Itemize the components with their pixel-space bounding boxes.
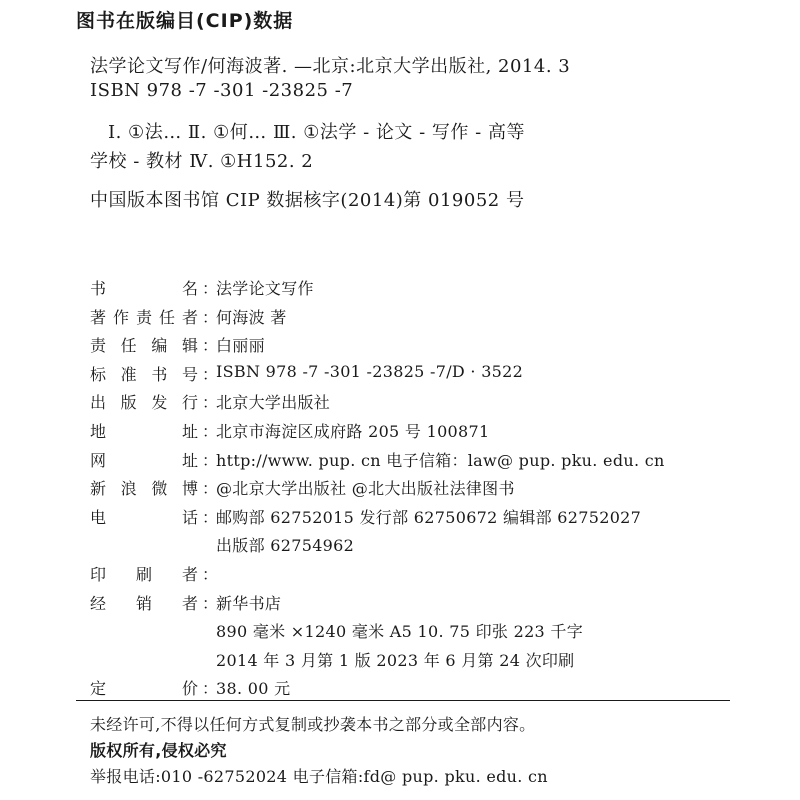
- cip-classification-line-1: Ⅰ. ①法… Ⅱ. ①何… Ⅲ. ①法学 - 论文 - 写作 - 高等: [108, 122, 525, 143]
- info-label-char: 者: [181, 564, 198, 584]
- info-colon: ：: [202, 307, 219, 327]
- info-colon: ：: [202, 564, 219, 584]
- info-label: [90, 362, 198, 385]
- info-label-char: 者: [181, 307, 198, 327]
- info-label-char: 著: [90, 307, 107, 327]
- info-value: 北京市海淀区成府路 205 号 100871: [216, 421, 490, 441]
- info-value: @北京大学出版社 @北大出版社法律图书: [216, 479, 515, 499]
- info-value: http://www. pup. cn 电子信箱：law@ pup. pku. edu. cn: [216, 450, 665, 470]
- info-label: [90, 276, 198, 299]
- info-label: [90, 591, 198, 614]
- info-colon: ：: [202, 679, 219, 699]
- info-label-char: 发: [151, 393, 168, 413]
- info-colon: ：: [202, 279, 219, 298]
- info-label-char: 经: [90, 593, 107, 613]
- info-label: [90, 333, 198, 356]
- info-colon: ：: [202, 393, 219, 413]
- info-label-char: 址: [181, 421, 198, 441]
- info-row: [90, 419, 770, 448]
- info-colon: ：: [202, 479, 219, 499]
- cip-citation: 法学论文写作/何海波著. —北京:北京大学出版社, 2014. 3: [90, 56, 571, 77]
- cip-verification-number: 中国版本图书馆 CIP 数据核字(2014)第 019052 号: [90, 190, 525, 211]
- info-label: [90, 562, 198, 585]
- info-colon: ：: [202, 421, 219, 441]
- info-label: [90, 676, 198, 699]
- info-label-char: 地: [90, 421, 107, 441]
- info-colon: ：: [202, 507, 219, 527]
- info-colon: ：: [202, 364, 219, 384]
- info-label-char: 名: [181, 279, 198, 298]
- info-value: ISBN 978 -7 -301 -23825 -7/D · 3522: [216, 361, 524, 381]
- info-row: [90, 591, 770, 620]
- info-label-char: 址: [181, 450, 198, 470]
- info-label-char: 电: [90, 507, 107, 527]
- info-label-char: 版: [120, 393, 137, 413]
- info-label: [90, 419, 198, 442]
- info-label-char: 定: [90, 679, 107, 699]
- info-value: 法学论文写作: [216, 279, 314, 298]
- info-value: 2014 年 3 月第 1 版 2023 年 6 月第 24 次印刷: [216, 650, 575, 670]
- cip-heading: 图书在版编目(CIP)数据: [76, 10, 294, 32]
- info-row: [90, 648, 770, 677]
- info-label-char: 作: [112, 307, 129, 327]
- info-label-char: 浪: [120, 479, 137, 499]
- info-label-char: 网: [90, 450, 107, 470]
- info-value: 白丽丽: [216, 336, 265, 356]
- info-value: 890 毫米 ×1240 毫米 A5 10. 75 印张 223 千字: [216, 622, 584, 642]
- info-label-char: 行: [181, 393, 198, 413]
- cip-isbn: ISBN 978 -7 -301 -23825 -7: [90, 80, 354, 101]
- info-row: [90, 333, 770, 362]
- footer-divider: [76, 700, 730, 701]
- info-label-char: 博: [181, 479, 198, 499]
- info-label: [90, 390, 198, 413]
- info-label-char: 者: [181, 593, 198, 613]
- info-label-char: 准: [120, 364, 137, 384]
- info-label-char: 任: [120, 336, 137, 356]
- info-label-char: 销: [135, 593, 152, 613]
- info-value: 出版部 62754962: [216, 536, 355, 556]
- info-colon: ：: [202, 450, 219, 470]
- info-label-char: 新: [90, 479, 107, 499]
- info-label-char: 书: [90, 279, 107, 298]
- info-label-char: 微: [151, 479, 168, 499]
- info-value: 新华书店: [216, 593, 282, 613]
- cip-classification-line-2: 学校 - 教材 Ⅳ. ①H152. 2: [90, 151, 314, 172]
- info-value: 北京大学出版社: [216, 393, 331, 413]
- info-colon: ：: [202, 336, 219, 356]
- info-row: [90, 533, 770, 562]
- info-colon: ：: [202, 593, 219, 613]
- info-row: [90, 276, 770, 305]
- info-value: 邮购部 62752015 发行部 62750672 编辑部 62752027: [216, 507, 642, 527]
- info-label-char: 责: [90, 336, 107, 356]
- report-contact: 举报电话:010 -62752024 电子信箱:fd@ pup. pku. edu. cn: [90, 767, 548, 786]
- info-row: [90, 505, 770, 534]
- info-label-char: 话: [181, 507, 198, 527]
- info-label-char: 刷: [135, 564, 152, 584]
- info-label-char: 号: [181, 364, 198, 384]
- info-value: 何海波 著: [216, 307, 287, 327]
- copy-notice: 未经许可,不得以任何方式复制或抄袭本书之部分或全部内容。: [90, 715, 536, 734]
- info-value: 38. 00 元: [216, 679, 291, 699]
- info-label-char: 书: [151, 364, 168, 384]
- info-label-char: 出: [90, 393, 107, 413]
- info-row: [90, 448, 770, 477]
- info-label-char: 标: [90, 364, 107, 384]
- info-label-char: 印: [90, 564, 107, 584]
- info-label: [90, 305, 198, 328]
- rights-statement: 版权所有,侵权必究: [90, 741, 227, 760]
- info-label-char: 任: [158, 307, 175, 327]
- info-label-char: 编: [151, 336, 168, 356]
- info-row: [90, 362, 770, 391]
- info-label-char: 辑: [181, 336, 198, 356]
- info-label-char: 责: [135, 307, 152, 327]
- info-row: [90, 562, 770, 591]
- info-row: [90, 476, 770, 505]
- info-row: [90, 390, 770, 419]
- info-label-char: 价: [181, 679, 198, 699]
- info-row: [90, 305, 770, 334]
- publication-info-table: [90, 276, 770, 705]
- info-label: [90, 476, 198, 499]
- info-label: [90, 505, 198, 528]
- info-label: [90, 448, 198, 471]
- info-row: [90, 619, 770, 648]
